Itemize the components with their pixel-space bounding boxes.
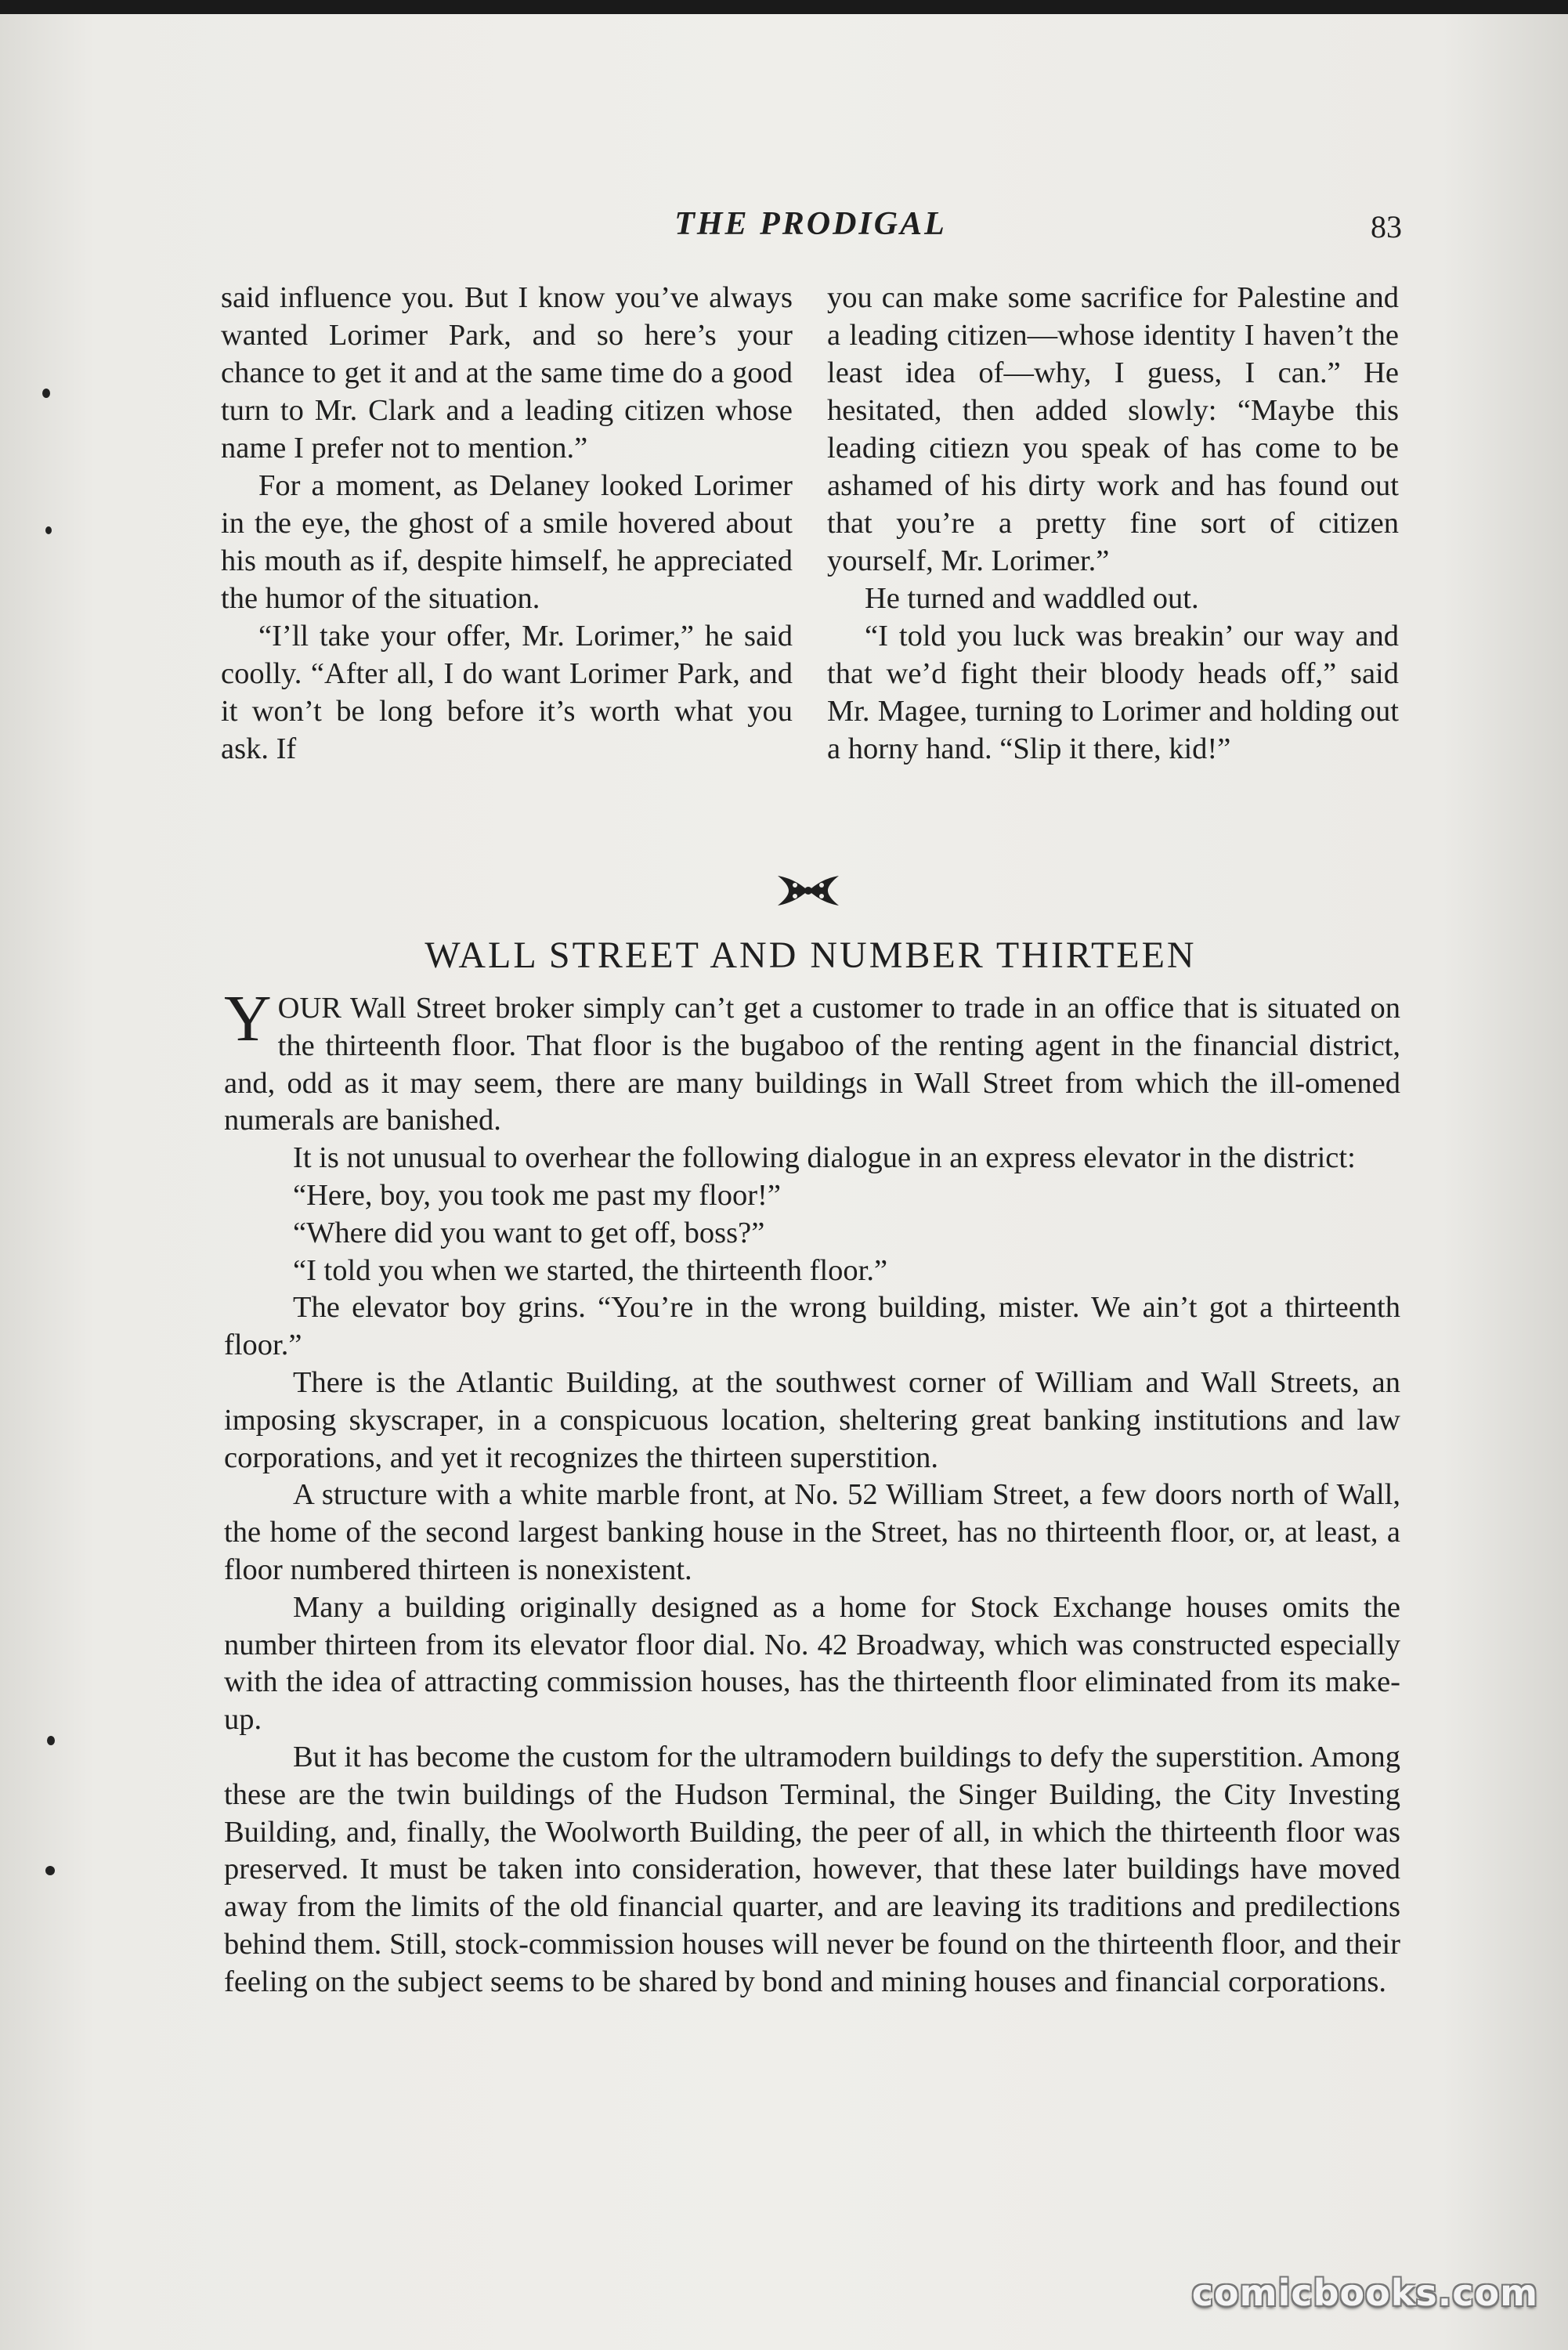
article-paragraph: The elevator boy grins. “You’re in the wrong building, mister. We ain’t got a thirteenth floor.” (224, 1291, 1400, 1362)
article-body (224, 982, 1400, 2001)
left-column (221, 279, 793, 768)
running-title: THE PRODIGAL (674, 206, 947, 242)
story-paragraph: He turned and waddled out. (865, 582, 1199, 615)
article-paragraph: It is not unusual to overhear the following dialogue in an express elevator in the district: (293, 1141, 1356, 1175)
article-dialogue-line: “I told you when we started, the thirteenth floor.” (293, 1253, 888, 1287)
article-paragraph: A structure with a white marble front, at No. 52 William Street, a few doors north of Wall, the home of the second largest banking house in the Street, has no thirteenth floor, or, at least, a floor numbered thirteen is nonexistent. (224, 1478, 1400, 1586)
binding-hole-mark (45, 526, 52, 534)
article-paragraph: There is the Atlantic Building, at the southwest corner of William and Wall Streets, an imposing skyscraper, in a conspicuous location, sheltering great banking institutions and law corporations, and yet it recognizes the thirteen superstition. (224, 1365, 1400, 1474)
story-paragraph: For a moment, as Delaney looked Lorimer in the eye, the ghost of a smile hovered about his mouth as if, despite himself, he appreciated the humor of the situation. (221, 469, 793, 615)
story-paragraph: “I told you luck was breakin’ our way and that we’d fight their bloody heads off,” said Mr. Magee, turning to Lorimer and holding out a horny hand. “Slip it there, kid!” (827, 620, 1399, 765)
drop-cap: Y (224, 982, 272, 1055)
lead-paragraph-text: OUR Wall Street broker simply can’t get a customer to trade in an office that is situated on the thirteenth floor. That floor is the bugaboo of the renting agent in the financial district, and, odd as it may seem, there are many buildings in Wall Street from which the ill-omened numerals are banished. (224, 992, 1400, 1137)
article-dialogue-line: “Here, boy, you took me past my floor!” (293, 1178, 781, 1212)
binding-hole-mark (42, 389, 50, 398)
fleuron-ornament-icon (771, 868, 845, 913)
story-paragraph: “I’ll take your offer, Mr. Lorimer,” he said coolly. “After all, I do want Lorimer Park, and it won’t be long before it’s worth what you ask. If (221, 620, 793, 765)
article-paragraph: Many a building originally designed as a home for Stock Exchange houses omits the number thirteen from its elevator floor dial. No. 42 Broadway, which was constructed especially with the idea of attracting commission houses, has the thirteenth floor eliminated from its make-up. (224, 1590, 1400, 1737)
story-paragraph: you can make some sacrifice for Palestine and a leading citizen—whose identity I haven’t the least idea of—why, I guess, I can.” He hesitated, then added slowly: “Maybe this leading citiezn you speak of has come to be ashamed of his dirty work and has found out that you’re a pretty fine sort of citizen yourself, Mr. Lorimer.” (827, 281, 1399, 577)
article-lead-paragraph (224, 982, 1400, 1140)
article-dialogue-line: “Where did you want to get off, boss?” (293, 1216, 765, 1249)
binding-hole-mark (47, 1736, 55, 1745)
article-title: WALL STREET AND NUMBER THIRTEEN (425, 935, 1197, 976)
scan-top-edge (0, 0, 1568, 14)
watermark-logo: comicbooks.com (1191, 2272, 1538, 2314)
right-column (827, 279, 1399, 768)
page-header (219, 205, 1402, 244)
article-paragraph: But it has become the custom for the ultramodern buildings to defy the superstition. Among these are the twin buildings of the Hudson Terminal, the Singer Building, the City Investing Building, and, finally, the Woolworth Building, the peer of all, in which the thirteenth floor was preserved. It must be taken into consideration, however, that these later buildings have moved away from the limits of the old financial quarter, and are leaving its traditions and predilections behind them. Still, stock-commission houses will never be found on the thirteenth floor, and their feeling on the subject seems to be shared by bond and mining houses and financial corporations. (224, 1740, 1400, 1998)
page-number: 83 (1371, 209, 1402, 244)
binding-hole-mark (45, 1866, 55, 1875)
story-paragraph: said influence you. But I know you’ve always wanted Lorimer Park, and so here’s your chance to get it and at the same time do a good turn to Mr. Clark and a leading citizen whose name I prefer not to mention.” (221, 281, 793, 465)
